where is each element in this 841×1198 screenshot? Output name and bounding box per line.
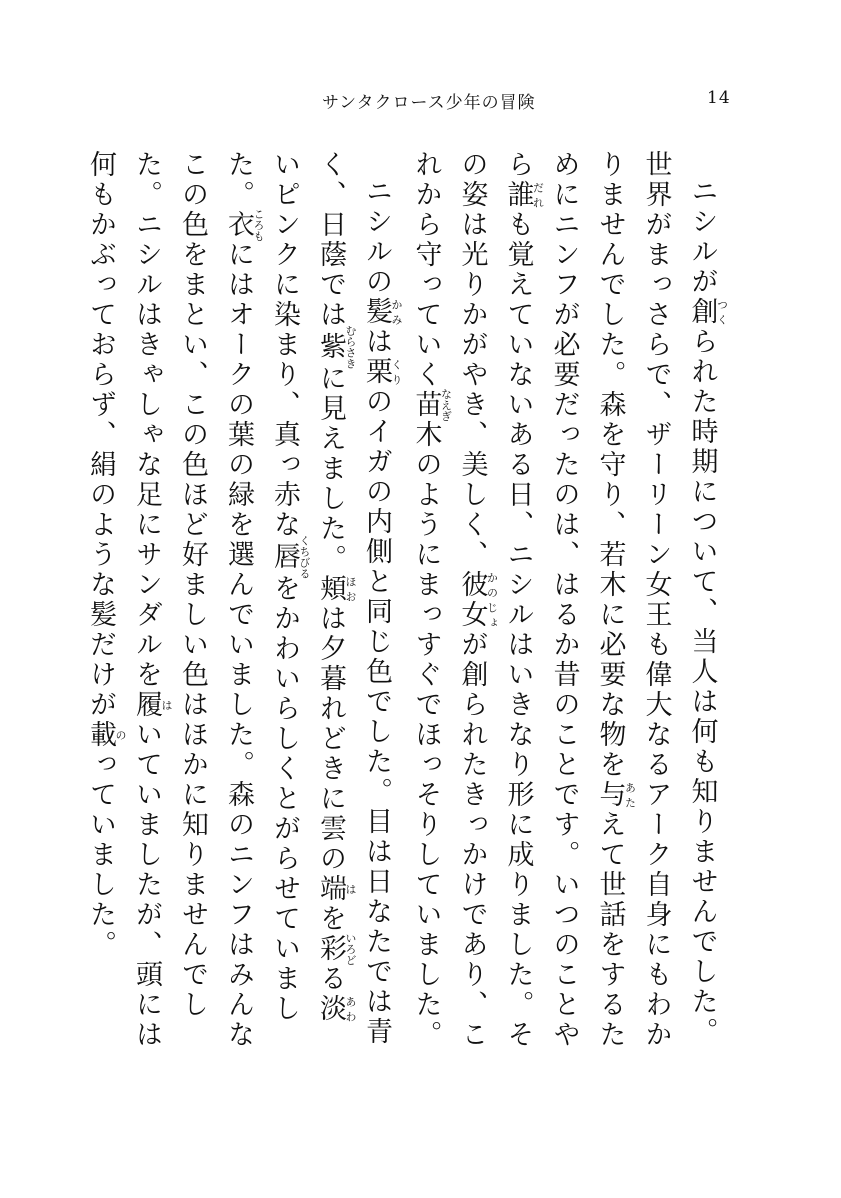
- text-run: を: [315, 904, 346, 934]
- text-run: る: [315, 964, 346, 994]
- text-run: にはオークの葉の緑を選んでいました。森のニンフはみんなこの色をまとい、この色ほど好ましい色はほかに知りませんでした。ニシルはきゃしゃな足にサンダルを: [131, 150, 254, 1050]
- running-head: [0, 88, 841, 118]
- ruby-word: 創つく: [686, 297, 729, 327]
- furigana: あわ: [344, 994, 357, 1024]
- ruby-word: 彩いろど: [315, 932, 357, 966]
- text-run: ニシルの: [361, 177, 392, 297]
- paragraph: [403, 150, 729, 1050]
- text-run: られた時期について、当人は何も知りませんでした。世界がまっさらで、ザーリーン女王も偉大なるアーク自身にもわかりませんでした。森を守り、若木に必要な物を: [594, 150, 718, 1050]
- ruby-word: 端は: [315, 874, 357, 904]
- furigana: の: [114, 720, 127, 750]
- furigana: かのじょ: [485, 570, 499, 630]
- ruby-word: 履は: [131, 690, 173, 720]
- ruby-word: 紫むらさき: [315, 325, 357, 369]
- page-number: 14: [707, 88, 731, 108]
- text-run: っていました。: [85, 750, 116, 960]
- ruby-word: 髪かみ: [361, 297, 403, 327]
- ruby-word: 彼女かのじょ: [456, 570, 499, 630]
- ruby-word: 誰だれ: [502, 180, 545, 210]
- text-run: いていましたが、頭には何もかぶっておらず、絹のような髪だけが: [85, 150, 162, 1050]
- furigana: くり: [390, 357, 403, 387]
- paragraph: [77, 150, 403, 1050]
- ruby-word: 淡あわ: [315, 994, 357, 1024]
- text-run: 木のようにまっすぐでほっそりしていました。: [410, 420, 442, 1050]
- text-run: が創られたきっかけであり、これから守っていく: [410, 150, 488, 1050]
- furigana: くちびる: [298, 535, 311, 579]
- vertical-body-text: [85, 150, 729, 1050]
- furigana: ころも: [252, 208, 265, 242]
- text-run: は夕暮れどきに雲の: [315, 604, 346, 874]
- ruby-word: 衣ころも: [223, 208, 265, 242]
- furigana: なえぎ: [439, 388, 453, 422]
- text-run: えて世話をするためにニンフが必要だったのは、はるか昔のことです。いつのことやら: [502, 150, 626, 1050]
- text-run: も覚えていないある日、ニシルはいきなり形に成りました。その姿は光りかがやき、美しく、: [456, 150, 534, 1050]
- furigana: いろど: [344, 932, 357, 966]
- text-run: のイガの内側と同じ色でした。目は日なたでは青く、日蔭では: [315, 150, 392, 1047]
- text-run: に見えました。: [315, 364, 346, 574]
- text-run: は: [361, 327, 392, 357]
- ruby-word: 栗くり: [361, 357, 403, 387]
- text-run: いピンクに染まり、真っ赤な: [269, 150, 300, 540]
- furigana: だれ: [531, 180, 545, 210]
- ruby-word: 苗なえぎ: [410, 388, 453, 422]
- text-run: ニシルが: [686, 177, 718, 297]
- furigana: かみ: [390, 297, 403, 327]
- text-run: をかわいらしくとがらせていました。: [223, 150, 300, 1024]
- ruby-word: 与あた: [594, 780, 637, 810]
- furigana: あた: [623, 780, 637, 810]
- furigana: は: [344, 874, 357, 904]
- book-title: サンタクロース少年の冒険: [322, 93, 536, 113]
- furigana: むらさき: [344, 325, 357, 369]
- furigana: は: [160, 690, 173, 720]
- ruby-word: 頬ほお: [315, 574, 357, 604]
- ruby-word: 唇くちびる: [269, 535, 311, 579]
- furigana: つく: [715, 297, 729, 327]
- ruby-word: 載の: [85, 720, 127, 750]
- furigana: ほお: [344, 574, 357, 604]
